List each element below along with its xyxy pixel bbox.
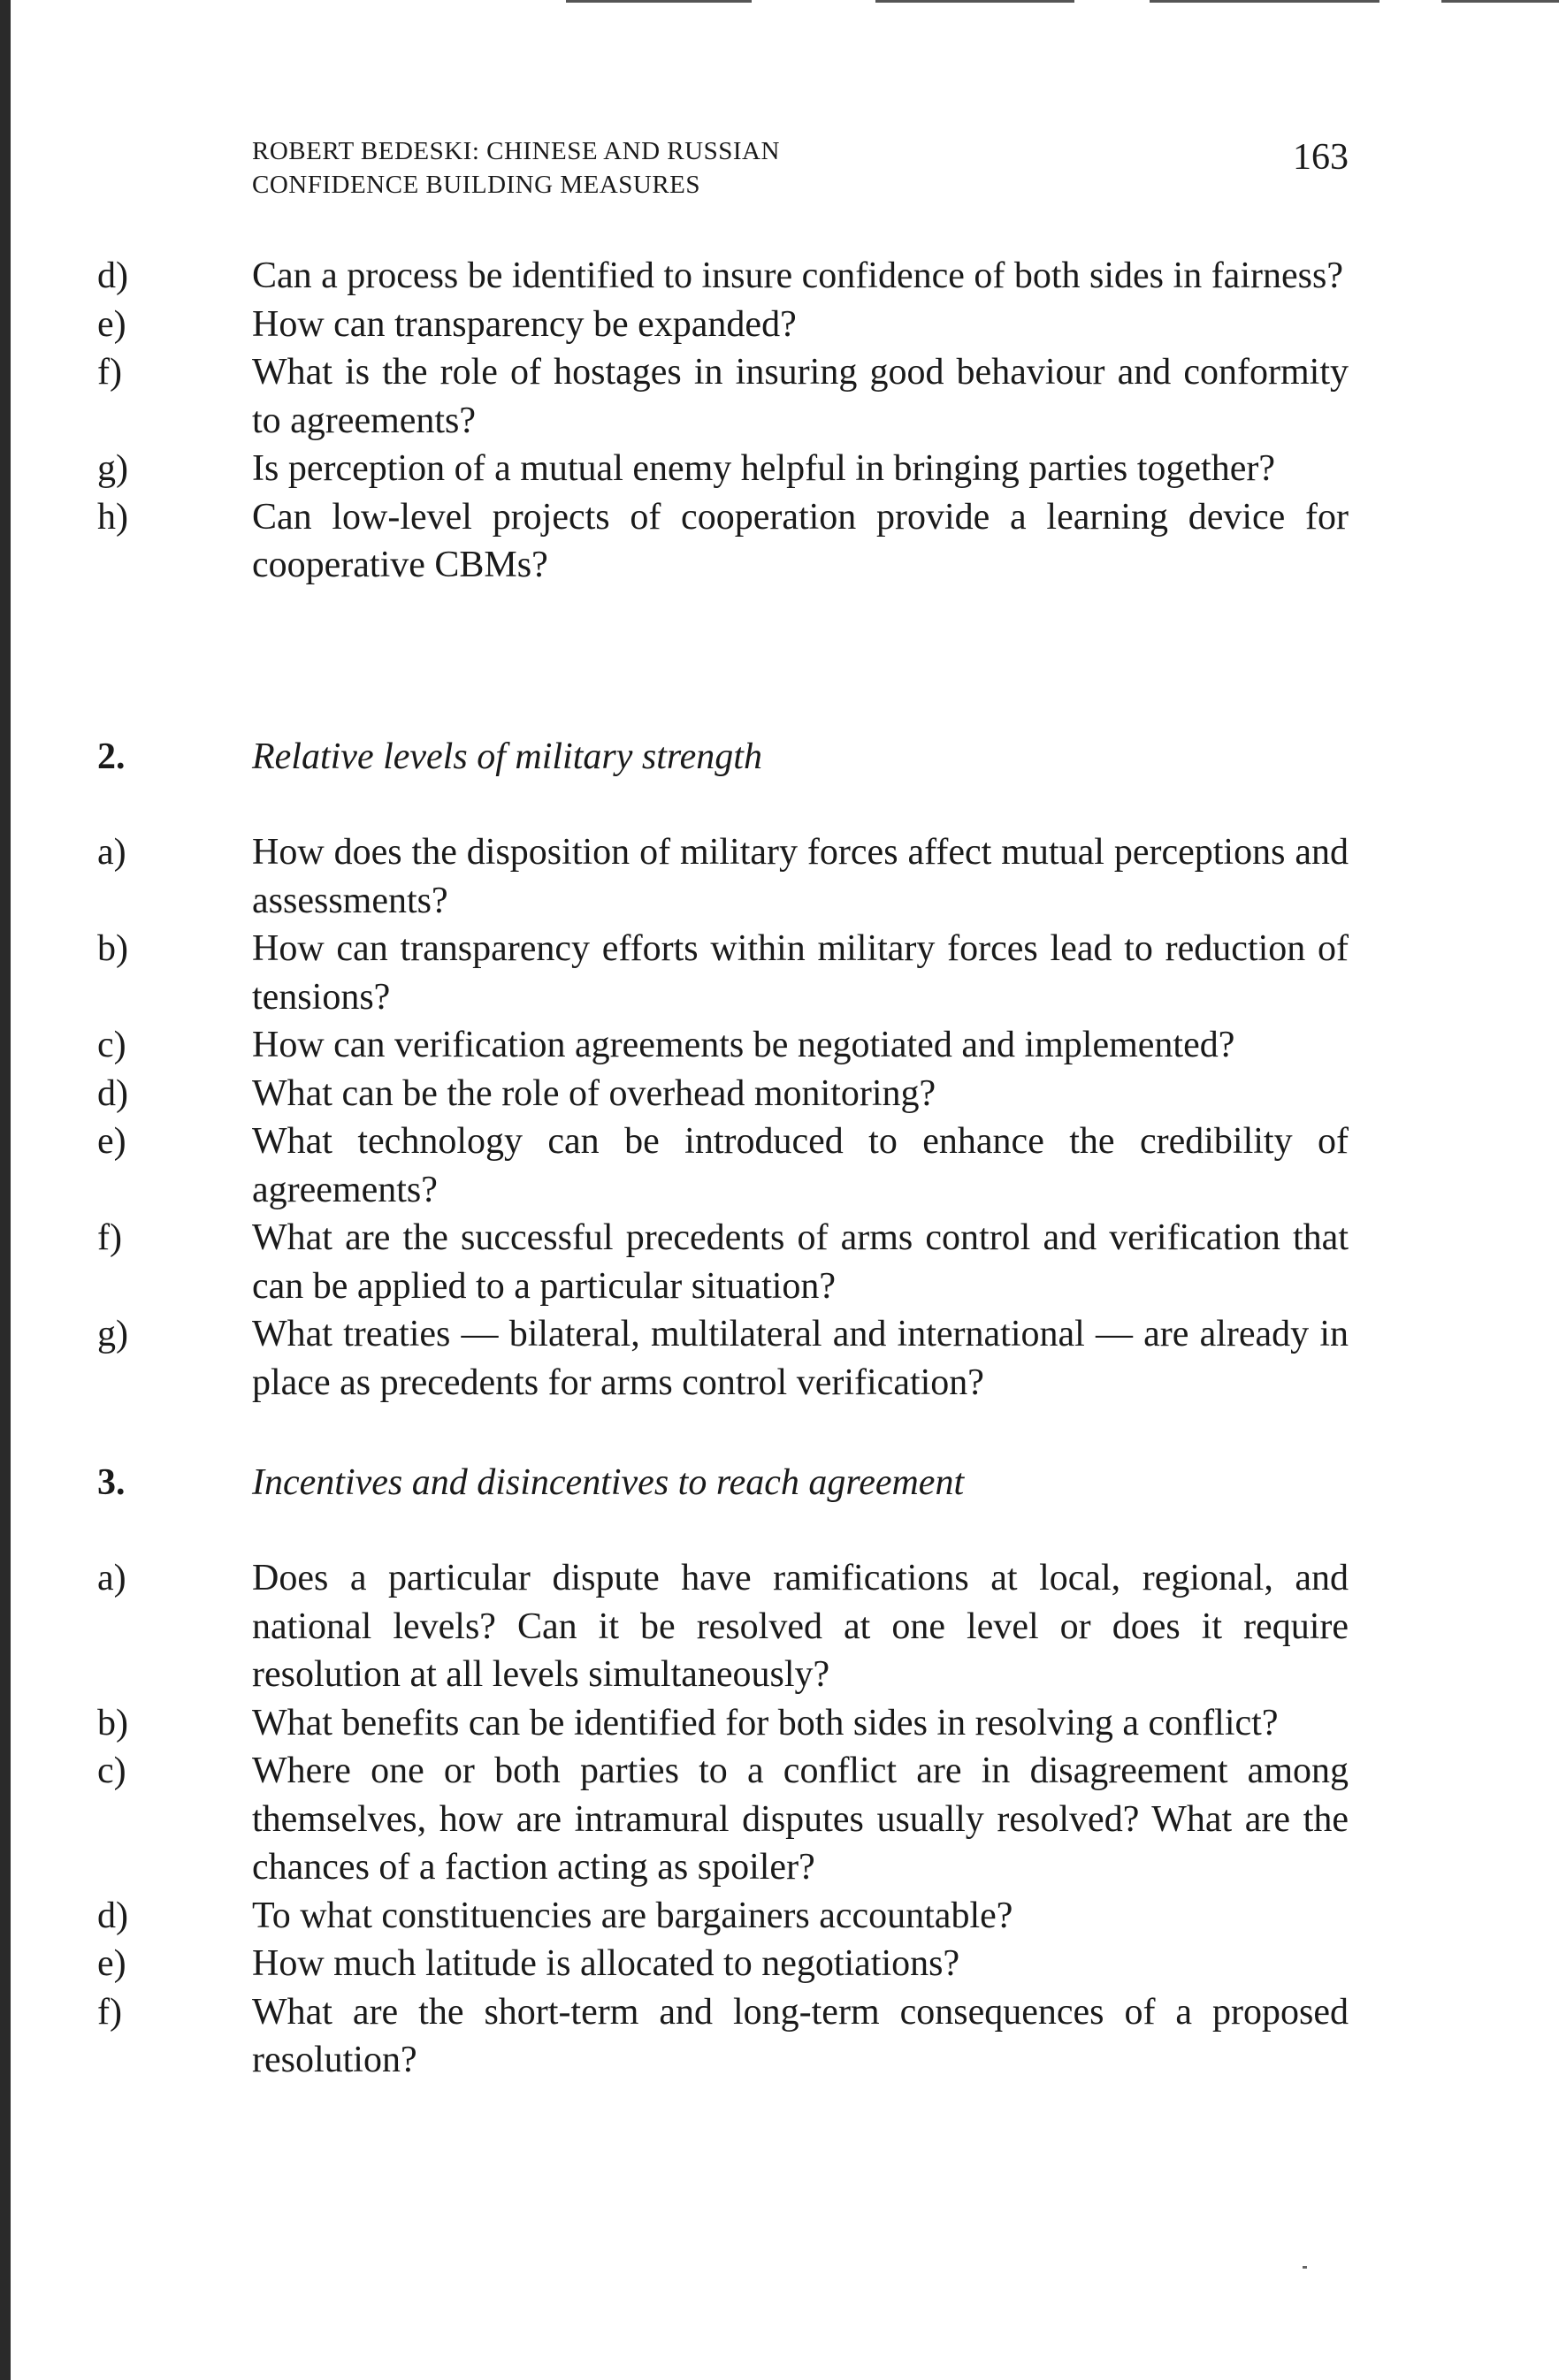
item-label: c) [97,1025,126,1065]
item-label: e) [97,303,126,345]
section-title: Relative levels of military strength [252,736,762,777]
section-2-list [97,828,1349,1407]
item-text: What are the successful precedents of arms control and verification that can be applied to a particular situation? [252,1217,1349,1307]
item-text: How can verification agreements be negotiated and implemented? [252,1025,1235,1065]
list-item [97,1940,1349,1988]
section-1-list [97,252,1349,590]
list-item [97,1892,1349,1941]
scan-speck [1303,2266,1307,2269]
list-item [97,828,1349,925]
item-label: d) [97,1895,128,1936]
list-item [97,1988,1349,2085]
list-item [97,348,1349,445]
item-label: f) [97,1991,122,2033]
section-title: Incentives and disincentives to reach agreement [252,1462,965,1503]
list-item [97,1747,1349,1892]
item-text: To what constituencies are bargainers accountable? [252,1895,1013,1936]
page-number: 163 [1293,137,1349,178]
list-item [97,1310,1349,1407]
page-edge-shadow [0,0,11,2380]
item-label: b) [97,1702,128,1743]
item-label: a) [97,1558,126,1598]
item-label: a) [97,832,126,873]
list-item [97,252,1349,301]
item-text: Is perception of a mutual enemy helpful in bringing parties together? [252,448,1275,489]
item-label: g) [97,1314,128,1354]
item-text: How much latitude is allocated to negotiations? [252,1943,960,1984]
item-text: How can transparency efforts within military forces lead to reduction of tensions? [252,928,1349,1018]
section-3-list [97,1554,1349,2085]
list-item [97,925,1349,1021]
book-page [97,0,1349,2380]
section-number: 3. [97,1462,126,1503]
item-text: Can low-level projects of cooperation provide a learning device for cooperative CBMs? [252,496,1349,585]
list-item [97,445,1349,493]
list-item [97,1021,1349,1070]
running-head [252,134,1349,202]
list-item [97,1070,1349,1118]
item-label: d) [97,1072,128,1114]
list-item [97,1554,1349,1699]
item-text: Where one or both parties to a conflict are in disagreement among themselves, how are intramural disputes usually resolved? What are the chances of a faction acting as spoiler? [252,1751,1349,1888]
item-label: f) [97,352,122,393]
item-label: b) [97,928,128,969]
scan-mark-top-4 [1441,0,1559,3]
item-label: c) [97,1751,126,1791]
list-item [97,301,1349,349]
item-label: e) [97,1943,126,1984]
item-text: What technology can be introduced to enhance the credibility of agreements? [252,1121,1349,1210]
item-text: What are the short-term and long-term consequences of a proposed resolution? [252,1991,1349,2080]
item-text: Does a particular dispute have ramifications at local, regional, and national levels? Can it be resolved at one level or does it require resolution at all levels simultaneously? [252,1558,1349,1695]
item-text: Can a process be identified to insure confidence of both sides in fairness? [252,256,1343,296]
item-text: What is the role of hostages in insuring good behaviour and conformity to agreements? [252,352,1349,441]
list-item [97,1214,1349,1310]
item-text: How can transparency be expanded? [252,303,797,345]
item-text: What benefits can be identified for both sides in resolving a conflict? [252,1702,1279,1743]
item-label: h) [97,496,128,538]
section-number: 2. [97,736,126,777]
item-text: What can be the role of overhead monitoring? [252,1072,936,1114]
item-label: f) [97,1217,122,1258]
running-head-line-2: CONFIDENCE BUILDING MEASURES [252,171,701,199]
item-text: What treaties — bilateral, multilateral and international — are already in place as precedents for arms control verification? [252,1314,1349,1403]
item-label: g) [97,448,128,489]
item-label: e) [97,1121,126,1162]
list-item [97,1699,1349,1748]
list-item [97,493,1349,590]
item-text: How does the disposition of military forces affect mutual perceptions and assessments? [252,832,1349,921]
running-head-line-1: ROBERT BEDESKI: CHINESE AND RUSSIAN [252,137,780,165]
item-label: d) [97,256,128,296]
list-item [97,1118,1349,1214]
